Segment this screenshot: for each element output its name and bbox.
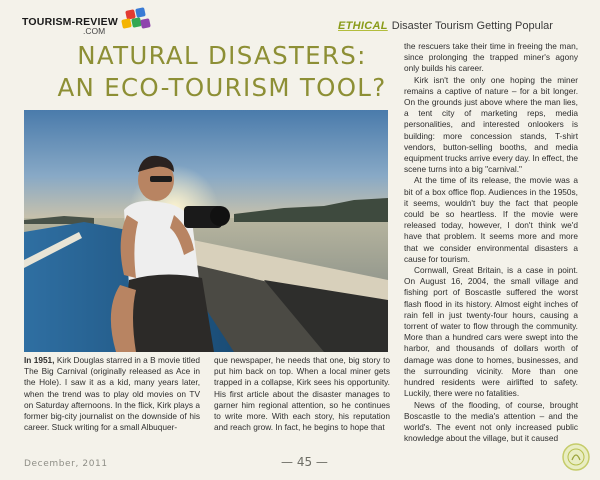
- brand-name: TOURISM-REVIEW: [22, 16, 118, 28]
- page-number: — 45 —: [281, 455, 328, 469]
- section-tag: ETHICAL: [338, 20, 388, 32]
- article-paragraph: Kirk isn't the only one hoping the miner remains a captive of nature – for a bit longer. On the grounds just above where the man lies, a tent city of marketing reps, media personalities, and interested onlookers is building: more concession stands, T-shirt vendors, button-selling booths, and media equipment trucks arrive every day. In effect, the scene turns into a big "carnival.": [404, 74, 579, 175]
- footer-date: December, 2011: [24, 459, 108, 469]
- article-photo: [24, 110, 388, 352]
- article-column-1: [24, 355, 200, 433]
- article-title: [52, 40, 392, 104]
- brand-tiles-icon: [118, 8, 148, 34]
- article-column-2: [214, 355, 390, 433]
- article-title-line1: NATURAL DISASTERS:: [77, 41, 367, 70]
- brand-suffix: .COM: [83, 26, 106, 36]
- ethical-seal-icon: [561, 442, 591, 472]
- article-paragraph: News of the flooding, of course, brought Boscastle to the media's attention – and the world's. The event not only increased public knowledge about the village, but it caused: [404, 399, 578, 444]
- article-paragraph: At the time of its release, the movie was a bit of a box office flop. Audiences in the 1950s, it seems, wouldn't buy the fact that people could be so heartless. If the movie were released today, however, I don't think we'd have that problem. It seems more and more that we consider environmental disasters a cause for tourism.: [404, 175, 578, 264]
- article-paragraph: Cornwall, Great Britain, is a case in point. On August 16, 2004, the small village and fishing port of Boscastle suffered the worst flash flood in its history. Almost eight inches of rain fell in just twenty-four hours, causing a torrent of water to flow through the community. More than a hundred cars were swept into the harbor, and thousands of dollars worth of damage was done to homes, businesses, and the surrounding vicinity. More than one hundred residents were airlifted to safety. Luckily, there were no fatalities.: [404, 265, 578, 399]
- section-title: Disaster Tourism Getting Popular: [391, 20, 553, 32]
- section-header: [338, 20, 553, 32]
- article-paragraph: the rescuers take their time in freeing the man, since prolonging the trapped miner's agony only builds his career.: [404, 41, 578, 74]
- article-paragraph: que newspaper, he needs that one, big story to put him back on top. When a local miner gets trapped in a collapse, Kirk sees his opportunity. His first article about the disaster manages to garner him regional attention, so he continues to write more. With each story, his reputation and reach grow. In fact, he begins to hope that: [214, 355, 390, 433]
- article-lead: In 1951,: [24, 355, 55, 365]
- man-with-camera-on-boat-icon: [24, 110, 388, 352]
- article-text: Kirk Douglas starred in a B movie titled The Big Carnival (originally released as Ace in the Hole). I saw it as a kid, many years later, when the trend was to play old movies on TV on Saturday afternoons. In the flick, Kirk plays a former big-city journalist on the downside of his career. Stuck writing for a small Albuquer-: [24, 355, 200, 433]
- brand-logo[interactable]: [22, 12, 118, 36]
- article-paragraph: [24, 355, 200, 433]
- article-column-3: [404, 41, 578, 444]
- article-title-line2: AN ECO-TOURISM TOOL?: [57, 73, 387, 102]
